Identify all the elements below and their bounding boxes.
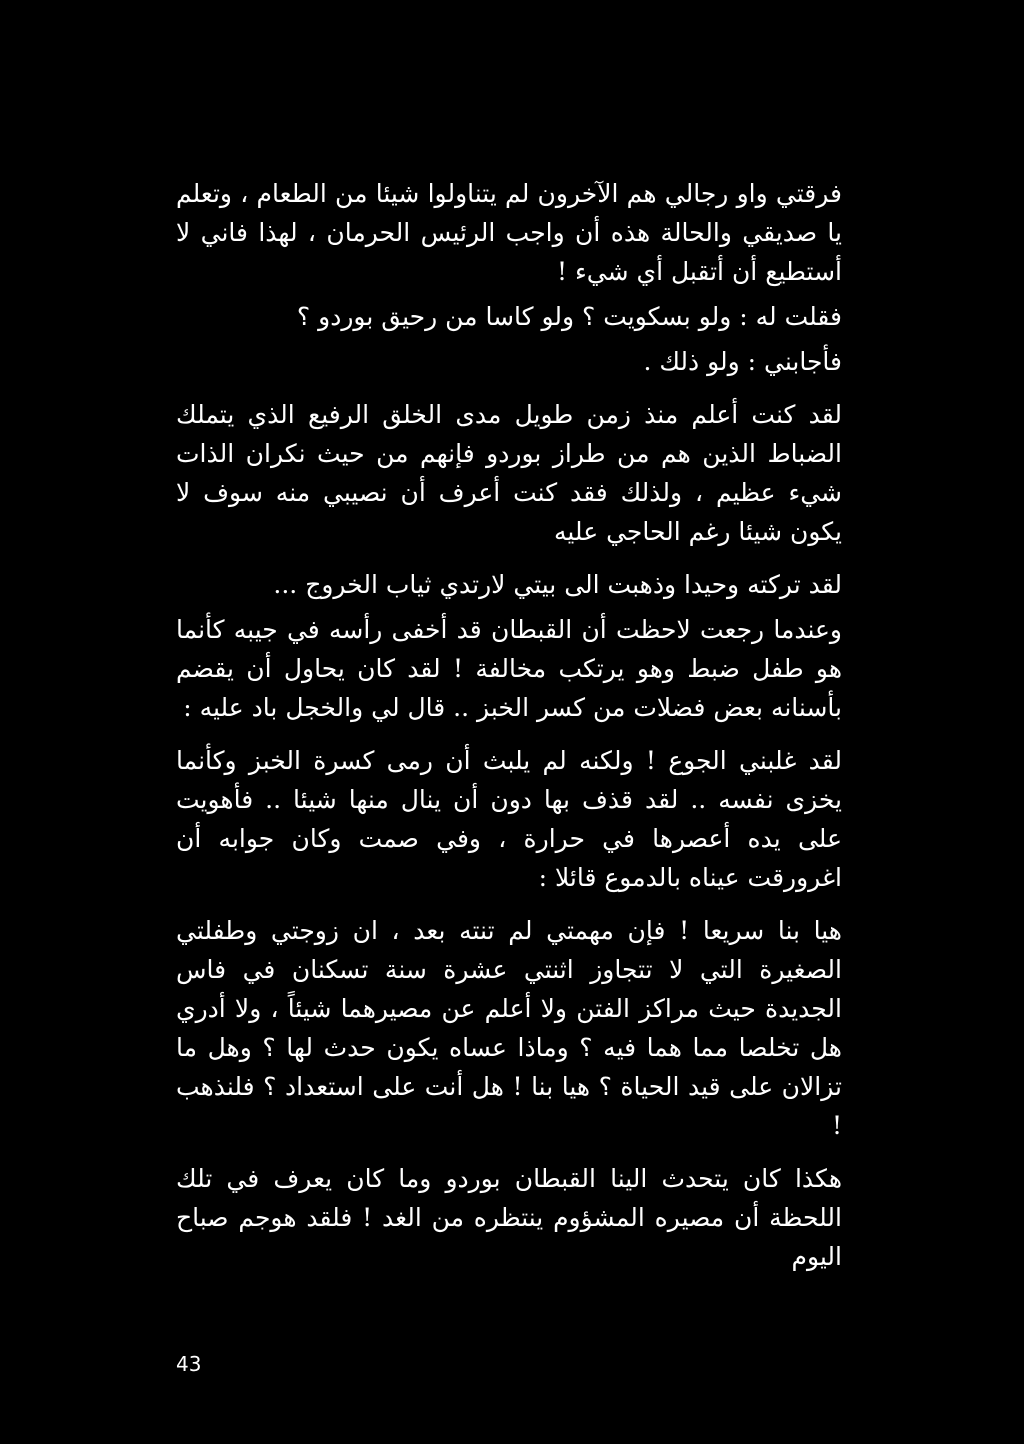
paragraph: لقد تركته وحيدا وذهبت الى بيتي لارتدي ثياب الخروج ... bbox=[273, 570, 842, 599]
paragraph: هيا بنا سريعا ! فإن مهمتي لم تنته بعد ، ان زوجتي وطفلتي الصغيرة التي لا تتجاوز اثنتي عشرة سنة تسكنان في فاس الجديدة حيث مراكز الفتن ولا أعلم عن مصيرهما شيئاً ، ولا أدري هل تخلصا مما هما فيه ؟ وماذا عساه يكون حدث لها ؟ وهل ما تزالان على قيد الحياة ؟ هيا بنا ! هل أنت على استعداد ؟ فلنذهب ! bbox=[176, 916, 842, 1140]
paragraph: وعندما رجعت لاحظت أن القبطان قد أخفى رأسه في جيبه كأنما هو طفل ضبط وهو يرتكب مخالفة ! لقد كان يحاول أن يقضم بأسنانه بعض فضلات من كسر الخبز .. قال لي والخجل باد عليه : bbox=[176, 615, 842, 722]
paragraph: فأجابني : ولو ذلك . bbox=[643, 347, 842, 376]
paragraph: فقلت له : ولو بسكويت ؟ ولو كاسا من رحيق بوردو ؟ bbox=[296, 302, 842, 331]
body-text bbox=[176, 174, 842, 1276]
paragraph: فرقتي واو رجالي هم الآخرون لم يتناولوا شيئا من الطعام ، وتعلم يا صديقي والحالة هذه أن واجب الرئيس الحرمان ، لهذا فاني لا أستطيع أن أتقبل أي شيء ! bbox=[176, 179, 842, 286]
paragraph: هكذا كان يتحدث الينا القبطان بوردو وما كان يعرف في تلك اللحظة أن مصيره المشؤوم ينتظره من الغد ! فلقد هوجم صباح اليوم bbox=[176, 1164, 842, 1271]
paragraph: لقد كنت أعلم منذ زمن طويل مدى الخلق الرفيع الذي يتملك الضباط الذين هم من طراز بوردو فإنهم من حيث نكران الذات شيء عظيم ، ولذلك فقد كنت أعرف أن نصيبي منه سوف لا يكون شيئا رغم الحاجي عليه bbox=[176, 400, 842, 546]
paragraph: لقد غلبني الجوع ! ولكنه لم يلبث أن رمى كسرة الخبز وكأنما يخزى نفسه .. لقد قذف بها دون أن ينال منها شيئا .. فأهويت على يده أعصرها في حرارة ، وفي صمت وكان جوابه أن اغرورقت عيناه بالدموع قائلا : bbox=[176, 746, 842, 892]
page-number: 43 bbox=[176, 1352, 202, 1376]
